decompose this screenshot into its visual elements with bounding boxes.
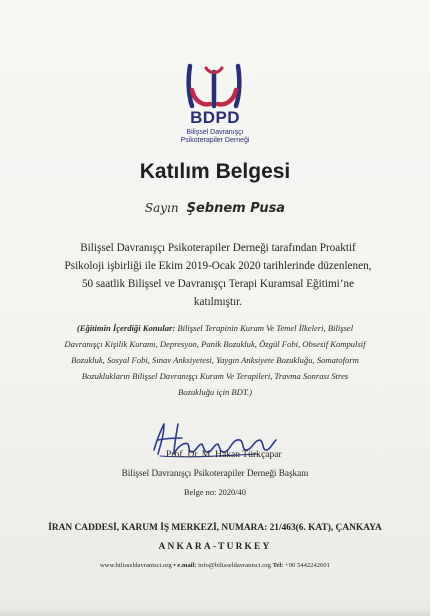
signer-name: Prof. Dr. M. Hakan Türkçapar [166, 449, 282, 460]
recipient-name: Şebnem Pusa [186, 201, 286, 216]
body-line: Psikoloji işbirliği ile Ekim 2019-Ocak 2020 tarihlerinde düzenlenen, [64, 260, 372, 272]
logo-subtitle-line2: Psikoterapiler Derneği [180, 137, 250, 144]
address-line1: İRAN CADDESİ, KARUM İŞ MERKEZİ, NUMARA: 21/463(6. KAT), ÇANKAYA [48, 523, 382, 533]
topics-line: Davranışçı Kişilik Kuramı, Depresyon, Panik Bozukluk, Özgül Fobi, Obsesif Kompulsif [64, 339, 366, 349]
certificate-title: Katılım Belgesi [139, 160, 291, 183]
email-label: • e.mail: [173, 562, 197, 569]
topics-label: (Eğitimin İçerdiği Konular: [76, 323, 176, 333]
topics-line: Bozuklukların Bilişsel Davranışçı Kuram Ve Terapileri, Travma Sonrası Stres [81, 371, 349, 381]
topics-line-rest: Bilişsel Terapinin Kuram Ve Temel İlkeleri, Bilişsel [175, 323, 354, 333]
topics-line: Bozukluğu için BDT.) [177, 387, 253, 397]
logo-acronym: BDPD [190, 108, 240, 127]
email-link[interactable]: info@bilisseldavranisci.org [198, 562, 271, 569]
salutation: Sayın [144, 201, 179, 215]
certificate-body [58, 239, 378, 311]
training-topics [46, 320, 384, 400]
phone-number: +90 5442242601 [285, 562, 330, 569]
address-line2: ANKARA-TURKEY [158, 542, 272, 552]
phone-label: Tel: [272, 562, 284, 569]
signer-role: Bilişsel Davranışçı Psikoterapiler Derneği Başkanı [121, 468, 309, 478]
body-line: katılmıştır. [193, 296, 243, 308]
logo-subtitle-line1: Bilişsel Davranışçı [186, 129, 244, 136]
body-line: Bilişsel Davranışçı Psikoterapiler Derneği tarafından Proaktif [80, 242, 356, 254]
body-line: 50 saatlik Bilişsel ve Davranışçı Terapi Kuramsal Eğitimi’ne [81, 278, 355, 290]
topics-line: Bozukluk, Sosyal Fobi, Sınav Anksiyetesi, Yaygın Anksiyete Bozukluğu, Somatoform [71, 355, 359, 365]
document-number: Belge no: 2020/40 [184, 488, 246, 497]
website-link[interactable]: www.bilisseldavranisci.org [100, 562, 172, 569]
topics-line [46, 320, 384, 336]
recipient-row [0, 200, 430, 217]
contact-line [0, 561, 430, 570]
